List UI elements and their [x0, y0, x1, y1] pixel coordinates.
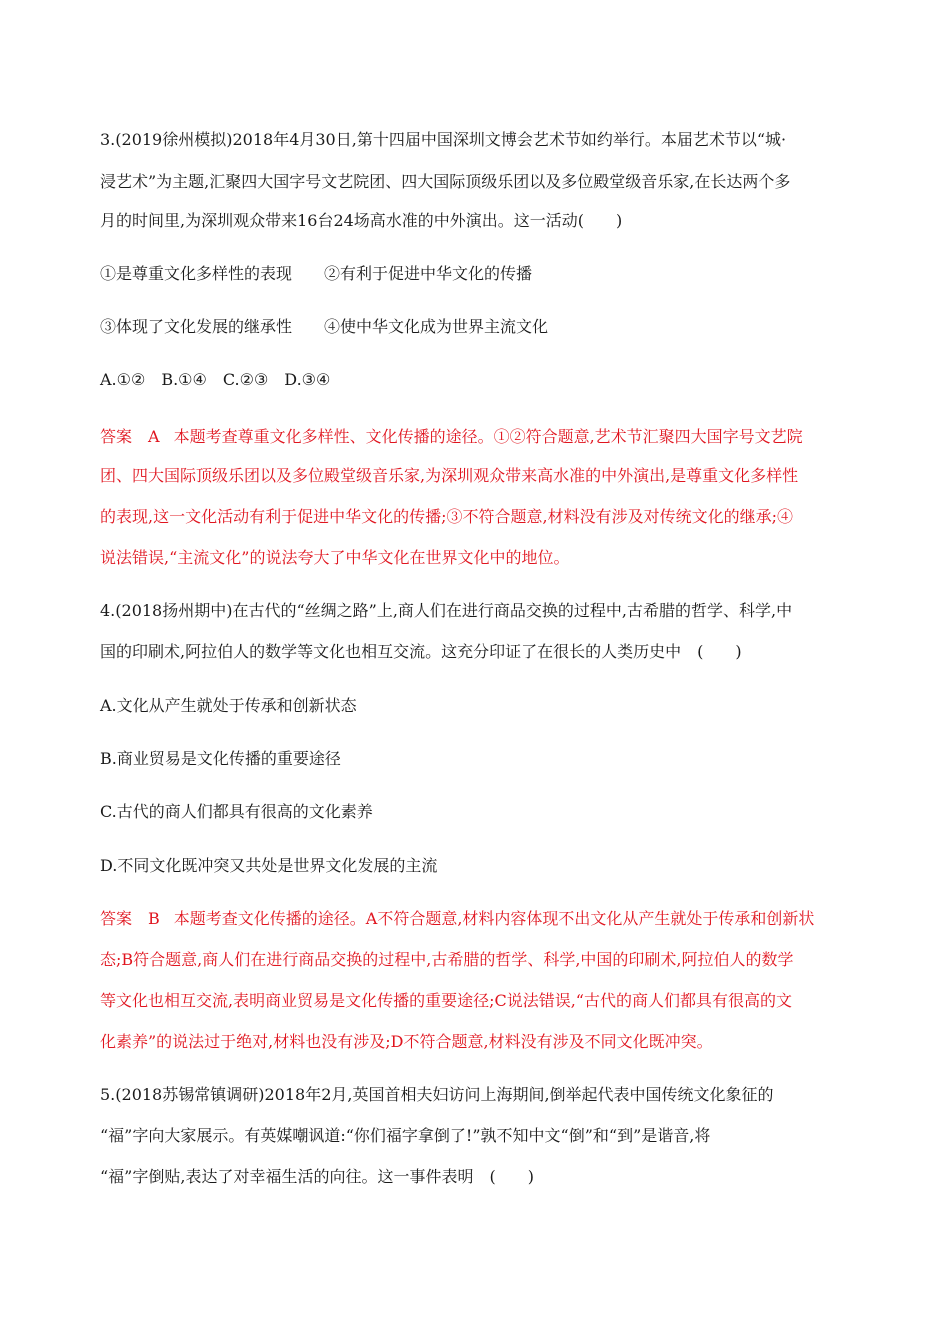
question-5-stem-line-1: 5.(2018苏锡常镇调研)2018年2月,英国首相夫妇访问上海期间,倒举起代表中国传统文化象征的	[100, 1085, 774, 1104]
question-4-option-a: A.文化从产生就处于传承和创新状态	[100, 696, 357, 715]
question-4-option-d: D.不同文化既冲突又共处是世界文化发展的主流	[100, 856, 438, 875]
question-3-answer-label: 答案 A	[100, 427, 160, 446]
question-3-stem-line-2: 浸艺术”为主题,汇聚四大国字号文艺院团、四大国际顶级乐团以及多位殿堂级音乐家,在长达两个多	[100, 172, 791, 191]
question-3-stem-line-1: 3.(2019徐州模拟)2018年4月30日,第十四届中国深圳文博会艺术节如约举行。本届艺术节以“城·	[100, 130, 787, 149]
question-3-statement-1: ①是尊重文化多样性的表现 ②有利于促进中华文化的传播	[100, 264, 533, 283]
question-4-stem-line-1: 4.(2018扬州期中)在古代的“丝绸之路”上,商人们在进行商品交换的过程中,古希腊的哲学、科学,中	[100, 601, 793, 620]
question-3-choices: A.①② B.①④ C.②③ D.③④	[100, 370, 331, 389]
question-3-answer-line-3: 的表现,这一文化活动有利于促进中华文化的传播;③不符合题意,材料没有涉及对传统文化的继承;④	[100, 507, 793, 526]
question-4-answer-text-1: 本题考查文化传播的途径。A不符合题意,材料内容体现不出文化从产生就处于传承和创新状	[173, 909, 815, 928]
question-3-answer-line-2: 团、四大国际顶级乐团以及多位殿堂级音乐家,为深圳观众带来高水准的中外演出,是尊重文化多样性	[100, 466, 799, 485]
question-3-stem-line-3: 月的时间里,为深圳观众带来16台24场高水准的中外演出。这一活动( )	[100, 211, 623, 230]
question-4-stem-line-2: 国的印刷术,阿拉伯人的数学等文化也相互交流。这充分印证了在很长的人类历史中 ( )	[100, 642, 742, 661]
question-3-answer-line-4: 说法错误,“主流文化”的说法夸大了中华文化在世界文化中的地位。	[100, 548, 570, 567]
question-5-stem-line-3: “福”字倒贴,表达了对幸福生活的向往。这一事件表明 ( )	[100, 1167, 534, 1186]
question-3-answer-line-1	[100, 426, 803, 448]
question-4-answer-line-1	[100, 908, 814, 930]
question-4-option-b: B.商业贸易是文化传播的重要途径	[100, 749, 341, 768]
question-5-stem-line-2: “福”字向大家展示。有英媒嘲讽道:“你们福字拿倒了!”孰不知中文“倒”和“到”是谐音,将	[100, 1126, 711, 1145]
question-4-option-c: C.古代的商人们都具有很高的文化素养	[100, 802, 373, 821]
question-4-answer-line-4: 化素养”的说法过于绝对,材料也没有涉及;D不符合题意,材料没有涉及不同文化既冲突。	[100, 1032, 713, 1051]
question-4-answer-label: 答案 B	[100, 909, 160, 928]
question-3-answer-text-1: 本题考查尊重文化多样性、文化传播的途径。①②符合题意,艺术节汇聚四大国字号文艺院	[173, 427, 803, 446]
question-3-statement-2: ③体现了文化发展的继承性 ④使中华文化成为世界主流文化	[100, 317, 549, 336]
question-4-answer-line-3: 等文化也相互交流,表明商业贸易是文化传播的重要途径;C说法错误,“古代的商人们都具有很高的文	[100, 991, 792, 1010]
question-4-answer-line-2: 态;B符合题意,商人们在进行商品交换的过程中,古希腊的哲学、科学,中国的印刷术,阿拉伯人的数学	[100, 950, 794, 969]
